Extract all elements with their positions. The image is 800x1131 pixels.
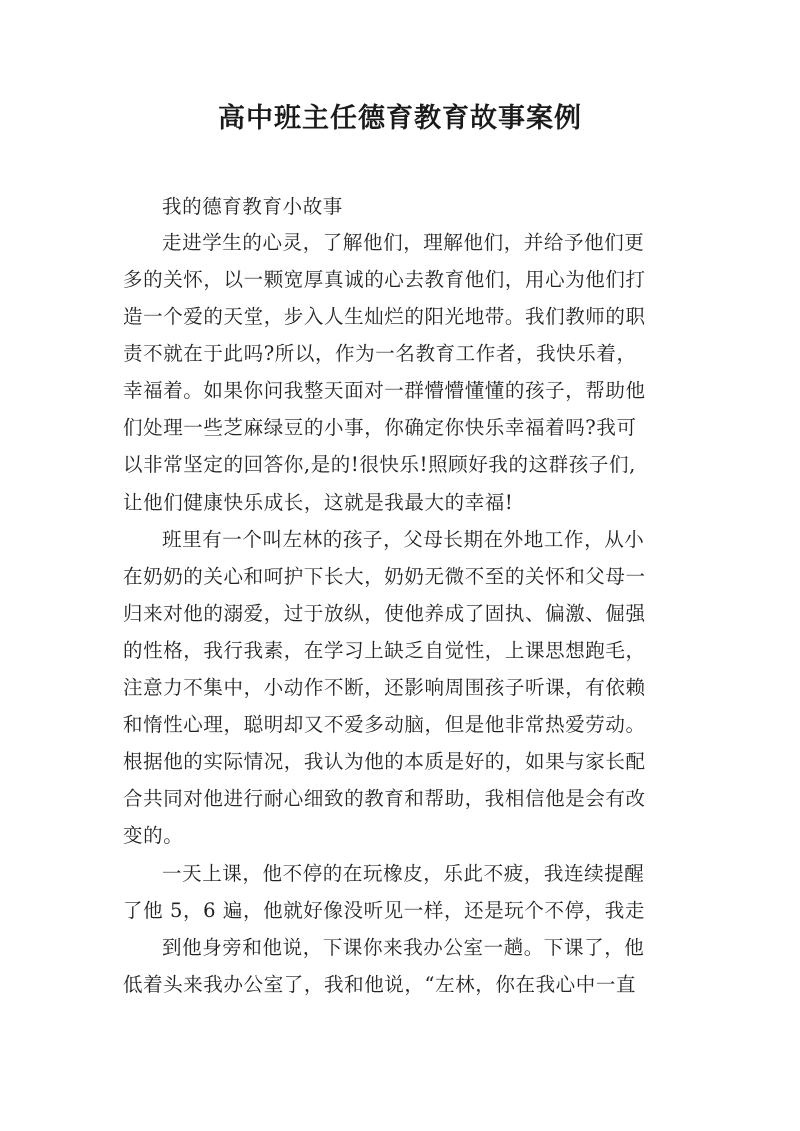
paragraph-line: 让他们健康快乐成长，这就是我最大的幸福! [123, 491, 514, 514]
paragraph-line: 班里有一个叫左林的孩子，父母长期在外地工作，从小 [162, 528, 645, 551]
paragraph-line: 多的关怀，以一颗宽厚真诚的心去教育他们，用心为他们打 [123, 268, 646, 291]
paragraph-line: 幸福着。如果你问我整天面对一群懵懵懂懂的孩子，帮助他 [123, 379, 646, 402]
paragraph-line: 一天上课，他不停的在玩橡皮，乐此不疲，我连续提醒 [162, 862, 645, 885]
paragraph-line: 和惰性心理，聪明却又不爱多动脑，但是他非常热爱劳动。 [123, 713, 646, 736]
paragraph-line: 的性格，我行我素，在学习上缺乏自觉性，上课思想跑毛， [123, 639, 646, 662]
paragraph-line: 低着头来我办公室了，我和他说，“左林，你在我心中一直 [123, 973, 637, 996]
paragraph-line: 变的。 [123, 824, 184, 847]
paragraph-line: 造一个爱的天堂，步入人生灿烂的阳光地带。我们教师的职 [123, 305, 646, 328]
paragraph-line: 走进学生的心灵，了解他们，理解他们，并给予他们更 [162, 231, 645, 254]
paragraph-line: 了他 5，6 遍，他就好像没听见一样，还是玩个不停，我走 [123, 899, 646, 922]
paragraph-line: 到他身旁和他说，下课你来我办公室一趟。下课了，他 [162, 936, 645, 959]
paragraph-line: 在奶奶的关心和呵护下长大，奶奶无微不至的关怀和父母一 [123, 565, 646, 588]
paragraph-line: 合共同对他进行耐心细致的教育和帮助，我相信他是会有改 [123, 787, 646, 810]
paragraph-line: 归来对他的溺爱，过于放纵，使他养成了固执、偏激、倔强 [123, 602, 646, 625]
paragraph-line: 以非常坚定的回答你,是的!很快乐!照顾好我的这群孩子们, [123, 453, 636, 476]
paragraph-line: 根据他的实际情况，我认为他的本质是好的，如果与家长配 [123, 750, 646, 773]
paragraph-line: 们处理一些芝麻绿豆的小事，你确定你快乐幸福着吗?我可 [123, 416, 637, 439]
paragraph-line: 注意力不集中，小动作不断，还影响周围孩子听课，有依赖 [123, 676, 646, 699]
paragraph-line: 责不就在于此吗?所以，作为一名教育工作者，我快乐着， [123, 342, 637, 365]
subtitle-line: 我的德育教育小故事 [162, 195, 343, 218]
document-title: 高中班主任德育教育故事案例 [218, 103, 582, 134]
